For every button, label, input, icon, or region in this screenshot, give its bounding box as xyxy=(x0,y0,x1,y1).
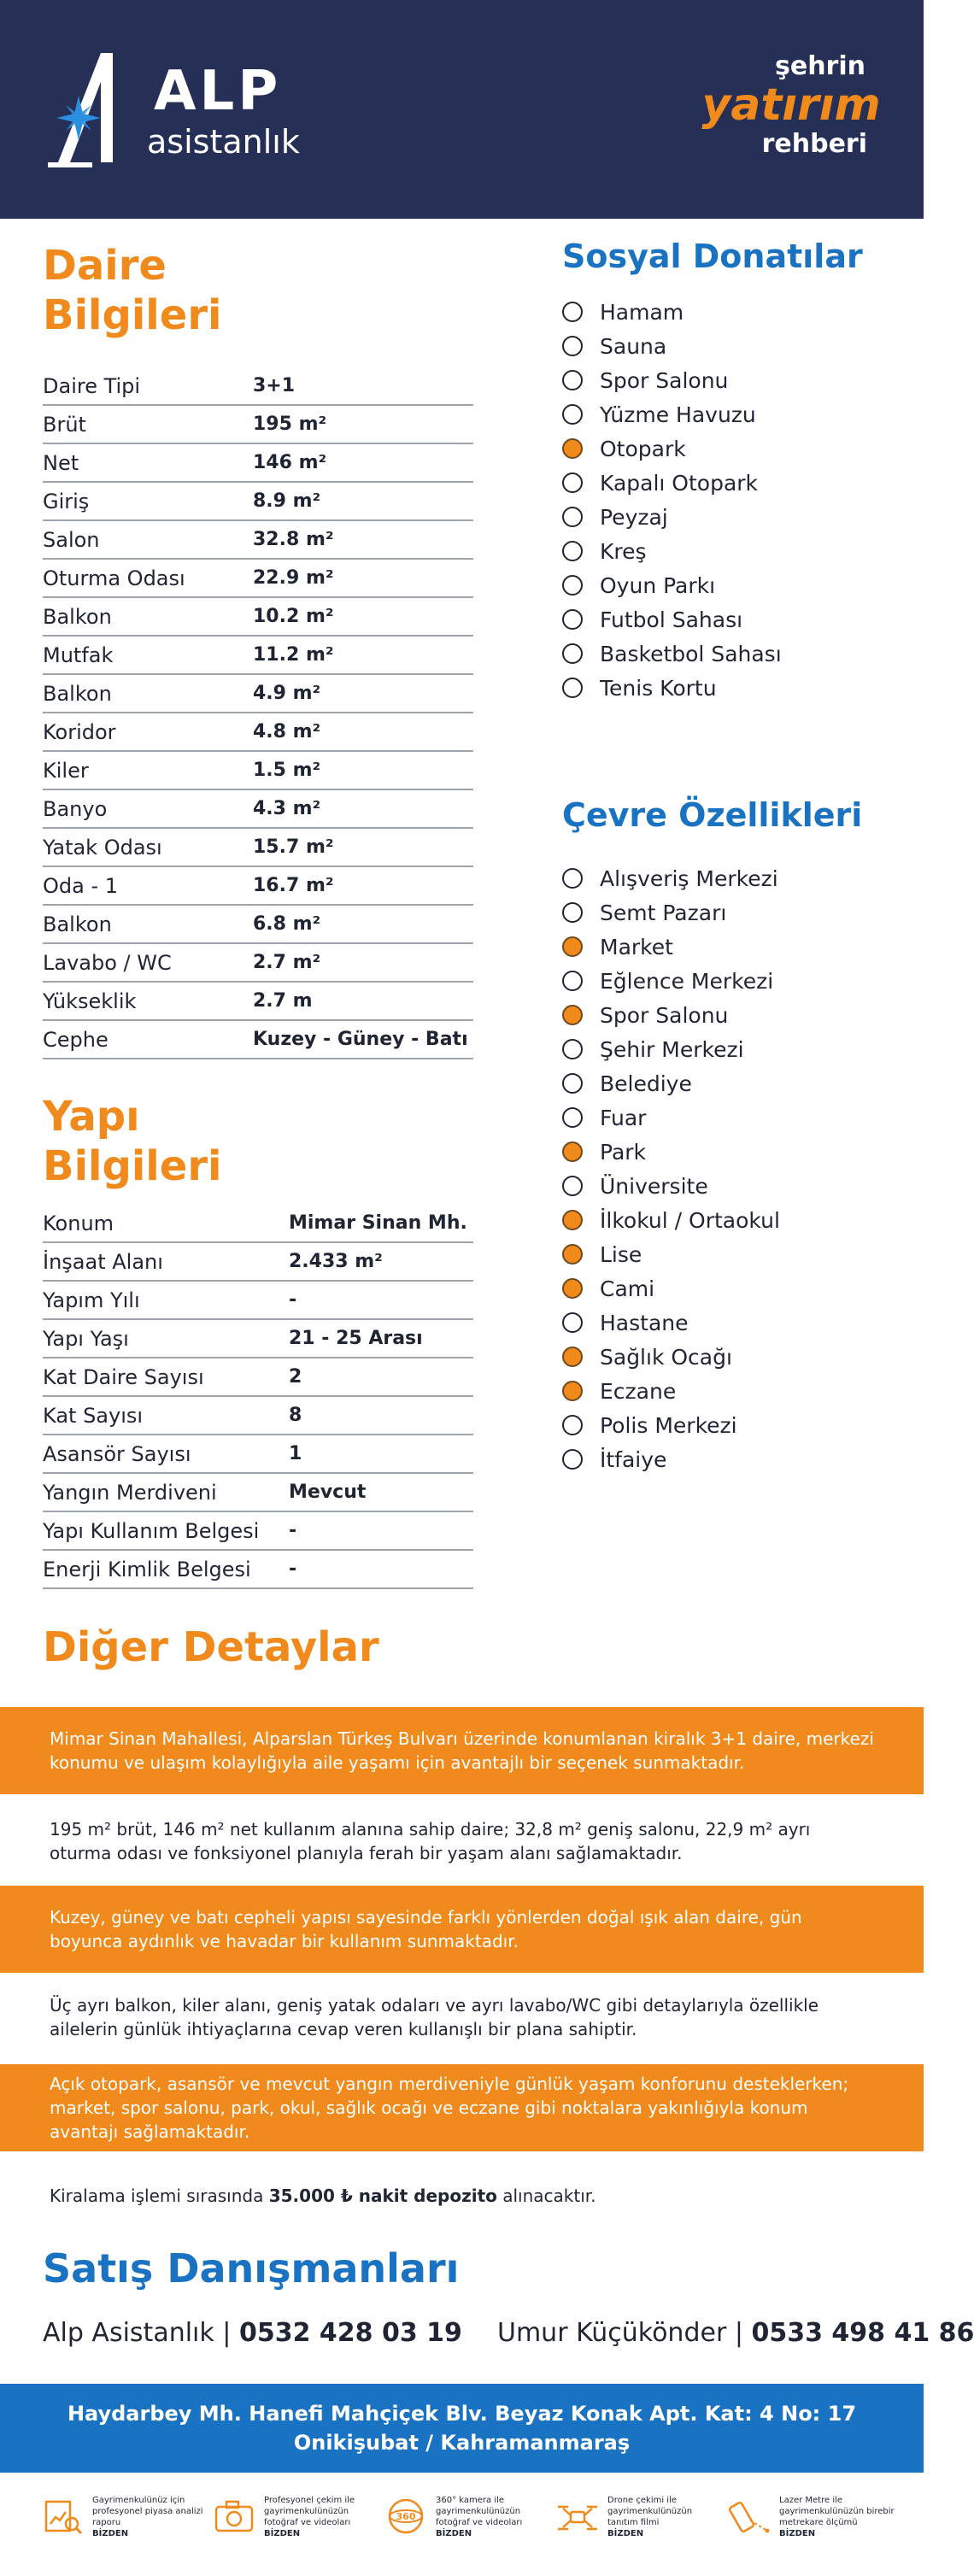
cevre-item-label: Eğlence Merkezi xyxy=(600,968,774,994)
cevre-item-label: Polis Merkezi xyxy=(600,1412,737,1438)
daire-row-label: Giriş xyxy=(43,489,90,513)
daire-row xyxy=(43,521,473,560)
yapi-row-label: Enerji Kimlik Belgesi xyxy=(43,1557,251,1581)
daire-row-label: Net xyxy=(43,450,79,475)
daire-row-label: Brüt xyxy=(43,412,86,437)
detail-paragraph-5: Açık otopark, asansör ve mevcut yangın merdiveniyle günlük yaşam konforunu desteklerken; market, spor salonu, park, okul, sağlık ocağı ve eczane gibi noktalara yakınlığıyla konum avantajı sağlamaktadır. xyxy=(0,2064,924,2151)
daire-row-label: Banyo xyxy=(43,796,108,821)
yapi-row xyxy=(43,1397,473,1435)
slogan-line-2: yatırım xyxy=(701,79,881,131)
yapi-row-value: 21 - 25 Arası xyxy=(289,1328,423,1349)
yapi-row-value: 2 xyxy=(289,1366,302,1388)
checked-circle-icon xyxy=(562,1005,583,1025)
yapi-row xyxy=(43,1243,473,1282)
yapi-row xyxy=(43,1282,473,1320)
service-drone: Drone çekimi ile gayrimenkulünüzün tanıtım filmi BİZDEN xyxy=(556,2495,724,2539)
empty-circle-icon xyxy=(562,1312,583,1333)
sosyal-item-label: Kapalı Otopark xyxy=(600,470,759,496)
daire-row xyxy=(43,637,473,675)
sosyal-item-label: Futbol Sahası xyxy=(600,607,743,632)
yapi-table xyxy=(43,1205,473,1589)
daire-row xyxy=(43,444,473,483)
empty-circle-icon xyxy=(562,404,583,425)
daire-row-value: 32.8 m² xyxy=(253,529,334,550)
cevre-item-label: Hastane xyxy=(600,1310,689,1335)
cevre-title: Çevre Özellikleri xyxy=(562,796,863,834)
service-360: 360 360° kamera ile gayrimenkulünüzün fotoğraf ve videoları BİZDEN xyxy=(384,2495,552,2539)
daire-row-label: Balkon xyxy=(43,681,112,706)
checked-circle-icon xyxy=(562,936,583,957)
daire-row-label: Oda - 1 xyxy=(43,873,119,898)
daire-row-value: 146 m² xyxy=(253,452,327,473)
daire-row-value: Kuzey - Güney - Batı xyxy=(253,1029,468,1050)
checked-circle-icon xyxy=(562,1141,583,1162)
cevre-item-label: Üniversite xyxy=(600,1173,708,1199)
yapi-row-value: - xyxy=(289,1558,297,1580)
sosyal-item xyxy=(562,363,887,397)
consultants-line xyxy=(43,2318,974,2348)
empty-circle-icon xyxy=(562,609,583,630)
empty-circle-icon xyxy=(562,1415,583,1435)
daire-row-value: 15.7 m² xyxy=(253,836,334,858)
daire-row xyxy=(43,867,473,906)
cevre-item xyxy=(562,1408,887,1442)
checked-circle-icon xyxy=(562,1347,583,1367)
daire-row-label: Yükseklik xyxy=(43,989,137,1013)
cevre-item xyxy=(562,1100,887,1135)
analysis-icon xyxy=(41,2495,84,2538)
daire-row-label: Balkon xyxy=(43,604,112,629)
empty-circle-icon xyxy=(562,507,583,527)
yapi-title xyxy=(43,1092,221,1191)
yapi-row-label: Kat Sayısı xyxy=(43,1403,144,1428)
consultant-name-1: Alp Asistanlık xyxy=(43,2318,214,2348)
yapi-row-label: Kat Daire Sayısı xyxy=(43,1364,204,1389)
cevre-item xyxy=(562,998,887,1032)
daire-row-label: Yatak Odası xyxy=(43,835,162,860)
daire-row-label: Balkon xyxy=(43,912,112,936)
daire-row-value: 4.8 m² xyxy=(253,721,321,742)
slogan-line-3: rehberi xyxy=(761,129,867,159)
consultant-phone-1[interactable]: 0532 428 03 19 xyxy=(238,2318,462,2348)
daire-row-value: 2.7 m² xyxy=(253,952,321,973)
checked-circle-icon xyxy=(562,1381,583,1401)
cevre-item xyxy=(562,1340,887,1374)
sosyal-item xyxy=(562,534,887,568)
deposit-note: Kiralama işlemi sırasında 35.000 ₺ nakit depozito alınacaktır. xyxy=(50,2186,596,2206)
service-camera: Profesyonel çekim ile gayrimenkulünüzün fotoğraf ve videoları BİZDEN xyxy=(213,2495,380,2539)
empty-circle-icon xyxy=(562,971,583,991)
sosyal-item xyxy=(562,500,887,534)
daire-title xyxy=(43,241,221,340)
daire-row xyxy=(43,983,473,1021)
sosyal-item-label: Basketbol Sahası xyxy=(600,641,782,666)
empty-circle-icon xyxy=(562,336,583,356)
checked-circle-icon xyxy=(562,1278,583,1299)
yapi-title-line-1: Yapı xyxy=(43,1093,140,1141)
cevre-item-label: İlkokul / Ortaokul xyxy=(600,1207,780,1233)
cevre-item xyxy=(562,1271,887,1306)
consultant-sep-1: | xyxy=(214,2318,239,2348)
yapi-row-label: Konum xyxy=(43,1211,114,1235)
consultants-title: Satış Danışmanları xyxy=(43,2245,460,2291)
yapi-row xyxy=(43,1320,473,1358)
daire-row-label: Kiler xyxy=(43,758,89,783)
cevre-item xyxy=(562,1066,887,1100)
empty-circle-icon xyxy=(562,902,583,923)
laser-meter-icon xyxy=(728,2495,771,2538)
yapi-row-label: Yapım Yılı xyxy=(43,1288,140,1312)
daire-row-label: Lavabo / WC xyxy=(43,950,172,975)
sosyal-item xyxy=(562,466,887,500)
daire-row xyxy=(43,598,473,637)
address-line-2: Onikişubat / Kahramanmaraş xyxy=(293,2431,631,2455)
cevre-item xyxy=(562,1442,887,1476)
sosyal-list xyxy=(562,295,887,705)
slogan-line-1: şehrin xyxy=(775,51,865,81)
daire-row xyxy=(43,906,473,944)
yapi-row xyxy=(43,1358,473,1397)
address-line-1: Haydarbey Mh. Hanefi Mahçiçek Blv. Beyaz Konak Apt. Kat: 4 No: 17 xyxy=(67,2402,857,2426)
empty-circle-icon xyxy=(562,1039,583,1059)
detail-paragraph-2: 195 m² brüt, 146 m² net kullanım alanına sahip daire; 32,8 m² geniş salonu, 22,9 m² ayrı oturma odası ve fonksiyonel planıyla ferah bir yaşam alanı sağlamaktadır. xyxy=(50,1819,811,1863)
empty-circle-icon xyxy=(562,1449,583,1470)
yapi-row xyxy=(43,1435,473,1474)
cevre-item-label: Spor Salonu xyxy=(600,1002,729,1028)
checked-circle-icon xyxy=(562,1210,583,1230)
logo-subtext: asistanlık xyxy=(147,123,300,161)
checked-circle-icon xyxy=(562,438,583,459)
daire-title-line-1: Daire xyxy=(43,242,167,290)
header xyxy=(0,0,924,219)
cevre-list xyxy=(562,861,887,1476)
svg-text:360: 360 xyxy=(396,2511,416,2522)
sosyal-item-label: Otopark xyxy=(600,436,686,461)
daire-row-label: Mutfak xyxy=(43,643,114,667)
daire-row xyxy=(43,713,473,752)
logo-text: ALP xyxy=(154,60,282,123)
sosyal-item-label: Kreş xyxy=(600,538,647,564)
daire-row-value: 4.9 m² xyxy=(253,683,321,704)
empty-circle-icon xyxy=(562,302,583,322)
daire-row-value: 10.2 m² xyxy=(253,606,334,627)
sosyal-item xyxy=(562,329,887,363)
daire-row-value: 6.8 m² xyxy=(253,913,321,935)
daire-row-label: Koridor xyxy=(43,719,116,744)
detail-paragraph-3: Kuzey, güney ve batı cepheli yapısı sayesinde farklı yönlerden doğal ışık alan daire, gün boyunca aydınlık ve havadar bir kullanım sunmaktadır. xyxy=(0,1886,924,1973)
sosyal-item-label: Peyzaj xyxy=(600,504,668,530)
yapi-row-label: Yapı Yaşı xyxy=(43,1326,129,1351)
cevre-item xyxy=(562,1135,887,1169)
daire-row xyxy=(43,1021,473,1059)
daire-row xyxy=(43,483,473,521)
yapi-title-line-2: Bilgileri xyxy=(43,1142,222,1190)
daire-title-line-2: Bilgileri xyxy=(43,291,222,339)
yapi-row xyxy=(43,1474,473,1512)
yapi-row-label: Asansör Sayısı xyxy=(43,1441,191,1466)
empty-circle-icon xyxy=(562,1073,583,1094)
empty-circle-icon xyxy=(562,678,583,698)
cevre-item-label: Sağlık Ocağı xyxy=(600,1344,732,1370)
camera-icon xyxy=(213,2495,255,2538)
consultant-phone-2[interactable]: 0533 498 41 86 xyxy=(751,2318,974,2348)
daire-row-value: 8.9 m² xyxy=(253,490,321,512)
daire-row-label: Daire Tipi xyxy=(43,373,141,398)
yapi-row xyxy=(43,1551,473,1589)
empty-circle-icon xyxy=(562,575,583,596)
slogan xyxy=(701,51,881,159)
daire-row xyxy=(43,752,473,790)
drone-icon xyxy=(556,2495,599,2538)
yapi-row-value: Mimar Sinan Mh. xyxy=(289,1212,467,1234)
360-camera-icon xyxy=(384,2495,427,2538)
logo-a-mark-icon xyxy=(41,50,152,169)
sosyal-item-label: Sauna xyxy=(600,333,667,359)
daire-row-value: 2.7 m xyxy=(253,990,313,1012)
details-title: Diğer Detaylar xyxy=(43,1623,379,1671)
cevre-item-label: Belediye xyxy=(600,1071,692,1096)
daire-row-label: Cephe xyxy=(43,1027,109,1052)
empty-circle-icon xyxy=(562,643,583,664)
daire-row-value: 22.9 m² xyxy=(253,567,334,589)
daire-row-value: 3+1 xyxy=(253,375,296,396)
daire-row-value: 4.3 m² xyxy=(253,798,321,819)
sosyal-item-label: Spor Salonu xyxy=(600,367,729,393)
yapi-row-label: Yapı Kullanım Belgesi xyxy=(43,1518,260,1543)
daire-row-label: Salon xyxy=(43,527,100,552)
yapi-row-value: - xyxy=(289,1520,297,1541)
cevre-item-label: Park xyxy=(600,1139,647,1165)
detail-paragraph-4: Üç ayrı balkon, kiler alanı, geniş yatak odaları ve ayrı lavabo/WC gibi detaylarıyla özellikle ailelerin günlük ihtiyaçlarına cevap veren kullanışlı bir plana sahiptir. xyxy=(50,1995,819,2039)
consultant-sep-2: | xyxy=(726,2318,752,2348)
consultant-name-2: Umur Küçükönder xyxy=(497,2318,727,2348)
cevre-item xyxy=(562,1306,887,1340)
service-laser: Lazer Metre ile gayrimenkulünüzün birebir metrekare ölçümü BİZDEN xyxy=(728,2495,895,2539)
daire-row-value: 16.7 m² xyxy=(253,875,334,896)
logo[interactable] xyxy=(41,50,332,169)
sosyal-item-label: Yüzme Havuzu xyxy=(600,402,756,427)
daire-row xyxy=(43,790,473,829)
cevre-item xyxy=(562,1203,887,1237)
yapi-row-value: 2.433 m² xyxy=(289,1251,383,1272)
daire-table xyxy=(43,367,473,1059)
cevre-item xyxy=(562,1237,887,1271)
yapi-row-value: Mevcut xyxy=(289,1482,367,1503)
cevre-item-label: Şehir Merkezi xyxy=(600,1036,744,1062)
daire-row xyxy=(43,944,473,983)
yapi-row-label: Yangın Merdiveni xyxy=(43,1480,217,1505)
empty-circle-icon xyxy=(562,1176,583,1196)
detail-paragraph-1: Mimar Sinan Mahallesi, Alparslan Türkeş Bulvarı üzerinde konumlanan kiralık 3+1 daire, merkezi konumu ve ulaşım kolaylığıyla aile yaşamı için avantajlı bir seçenek sunmaktadır. xyxy=(0,1707,924,1794)
service-analysis: Gayrimenkulünüz için profesyonel piyasa analizi raporu BİZDEN xyxy=(41,2495,208,2539)
empty-circle-icon xyxy=(562,868,583,889)
yapi-row-value: 8 xyxy=(289,1405,302,1426)
cevre-item xyxy=(562,964,887,998)
daire-row-value: 1.5 m² xyxy=(253,760,321,781)
sosyal-item xyxy=(562,671,887,705)
cevre-item xyxy=(562,861,887,895)
cevre-item-label: İtfaiye xyxy=(600,1446,667,1472)
cevre-item xyxy=(562,1374,887,1408)
daire-row xyxy=(43,406,473,444)
cevre-item xyxy=(562,930,887,964)
sosyal-item xyxy=(562,397,887,431)
sosyal-item xyxy=(562,568,887,602)
daire-row-value: 195 m² xyxy=(253,414,327,435)
yapi-row-value: - xyxy=(289,1289,297,1311)
sosyal-item xyxy=(562,637,887,671)
sosyal-item xyxy=(562,602,887,637)
daire-row-value: 11.2 m² xyxy=(253,644,334,666)
empty-circle-icon xyxy=(562,370,583,390)
empty-circle-icon xyxy=(562,472,583,493)
checked-circle-icon xyxy=(562,1244,583,1265)
cevre-item-label: Eczane xyxy=(600,1378,677,1404)
yapi-row-label: İnşaat Alanı xyxy=(43,1249,163,1274)
cevre-item-label: Fuar xyxy=(600,1105,647,1130)
sosyal-item-label: Tenis Kortu xyxy=(600,675,717,701)
cevre-item xyxy=(562,895,887,930)
daire-row-label: Oturma Odası xyxy=(43,566,185,590)
sosyal-item xyxy=(562,295,887,329)
daire-row xyxy=(43,560,473,598)
sosyal-item xyxy=(562,431,887,466)
address-bar xyxy=(0,2384,924,2473)
cevre-item-label: Semt Pazarı xyxy=(600,900,727,925)
yapi-row xyxy=(43,1205,473,1243)
daire-row xyxy=(43,829,473,867)
cevre-item-label: Alışveriş Merkezi xyxy=(600,866,778,891)
empty-circle-icon xyxy=(562,541,583,561)
daire-row xyxy=(43,367,473,406)
yapi-row-value: 1 xyxy=(289,1443,302,1464)
empty-circle-icon xyxy=(562,1107,583,1128)
daire-row xyxy=(43,675,473,713)
sosyal-title: Sosyal Donatılar xyxy=(562,238,863,275)
cevre-item xyxy=(562,1032,887,1066)
cevre-item xyxy=(562,1169,887,1203)
cevre-item-label: Market xyxy=(600,934,673,959)
sosyal-item-label: Hamam xyxy=(600,299,684,325)
cevre-item-label: Cami xyxy=(600,1276,655,1301)
services-footer xyxy=(41,2495,895,2539)
cevre-item-label: Lise xyxy=(600,1241,642,1267)
sosyal-item-label: Oyun Parkı xyxy=(600,572,716,598)
yapi-row xyxy=(43,1512,473,1551)
